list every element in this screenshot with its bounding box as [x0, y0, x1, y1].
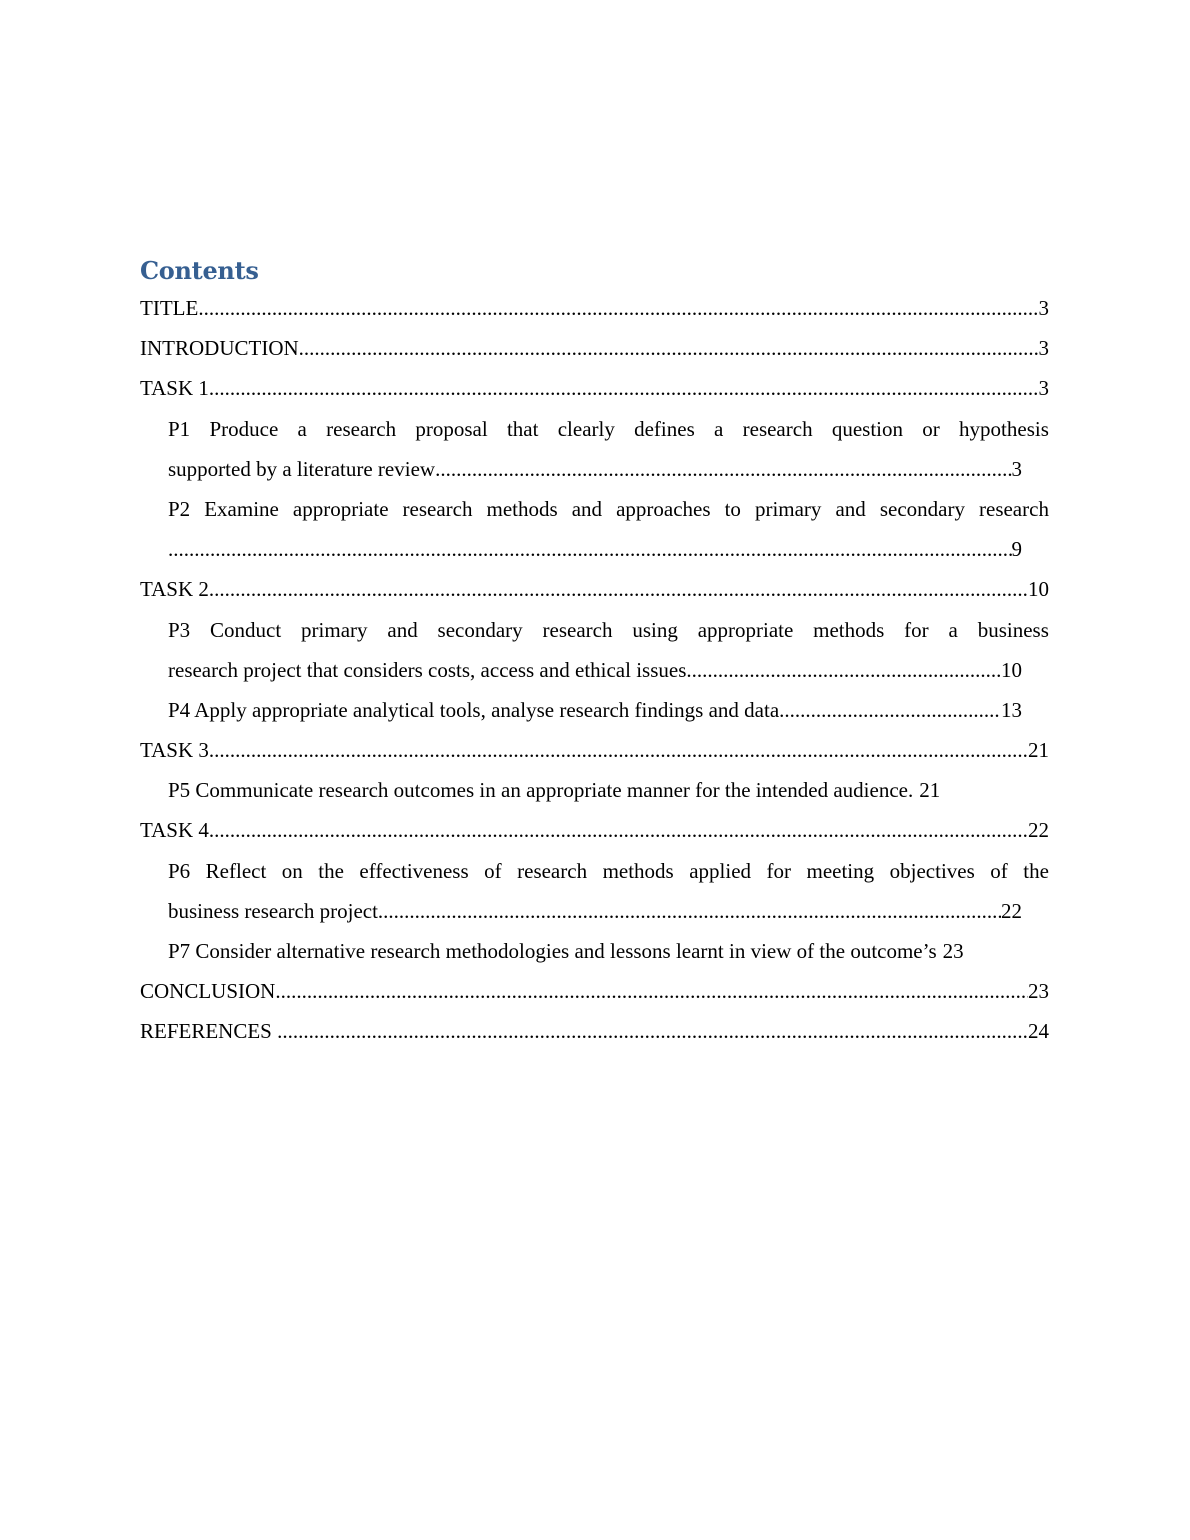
- toc-entry-p6[interactable]: [140, 851, 1049, 931]
- toc-page-number: 3: [1038, 336, 1049, 361]
- toc-entry-p4[interactable]: [140, 690, 1049, 730]
- dot-leader: [378, 891, 1001, 931]
- toc-entry-line: P3 Conduct primary and secondary research using appropriate methods for a business: [168, 617, 1049, 642]
- toc-entry-conclusion[interactable]: [140, 971, 1049, 1011]
- toc-page-number: 3: [1038, 296, 1049, 320]
- dot-leader: [299, 328, 1039, 368]
- toc-entry-line: supported by a literature review: [168, 456, 436, 481]
- toc-entry-label: TITLE: [140, 296, 199, 320]
- toc-entry-label: TASK 3: [140, 738, 209, 763]
- dot-leader: [209, 810, 1028, 850]
- toc-heading: Contents: [140, 256, 259, 285]
- dot-leader: [277, 1011, 1028, 1051]
- dot-leader: [209, 569, 1028, 609]
- toc-entry-label: TASK 4: [140, 818, 209, 843]
- toc-page-number: 21: [1028, 738, 1049, 763]
- toc-page-number: 10: [1001, 657, 1022, 682]
- toc-entry-label: P7 Consider alternative research methodologies and lessons learnt in view of the outcome’s: [168, 939, 937, 963]
- toc-page-number: 10: [1028, 577, 1049, 602]
- toc-page-number: 23: [942, 939, 964, 963]
- toc-entry-task1[interactable]: [140, 368, 1049, 408]
- toc-page-number: 22: [1028, 818, 1049, 843]
- toc-entry-task2[interactable]: [140, 569, 1049, 609]
- toc-entry-line: P1 Produce a research proposal that clearly defines a research question or hypothesis: [168, 416, 1049, 441]
- toc-entry-line: P6 Reflect on the effectiveness of research methods applied for meeting objectives of the: [168, 858, 1049, 883]
- toc-page-number: 22: [1001, 898, 1022, 923]
- toc-entry-task4[interactable]: [140, 810, 1049, 850]
- toc-page-number: 21: [919, 778, 941, 803]
- toc-page-number: 13: [1001, 697, 1022, 722]
- toc-entry-label: CONCLUSION: [140, 979, 276, 1004]
- toc-entry-label: INTRODUCTION: [140, 336, 299, 361]
- dot-leader: [168, 529, 1012, 569]
- dot-leader: [779, 690, 1001, 730]
- toc-entry-label: P4 Apply appropriate analytical tools, analyse research findings and data: [168, 697, 780, 722]
- toc-entry-label: TASK 1: [140, 376, 209, 401]
- toc-page-number: 23: [1028, 979, 1049, 1004]
- toc-page-number: 9: [1011, 537, 1022, 562]
- toc-entry-label: REFERENCES: [140, 1019, 278, 1044]
- toc-page-number: 24: [1028, 1019, 1049, 1044]
- toc-entry-line: business research project: [168, 898, 378, 923]
- toc-entry-task3[interactable]: [140, 730, 1049, 770]
- toc-entry-p7[interactable]: [140, 931, 1049, 971]
- toc-entry-p2[interactable]: [140, 489, 1049, 569]
- toc-entry-title[interactable]: [140, 288, 1049, 328]
- toc-page-number: 3: [1038, 376, 1049, 401]
- dot-leader: [209, 368, 1039, 408]
- dot-leader: [275, 971, 1028, 1011]
- toc-entry-references[interactable]: [140, 1011, 1049, 1051]
- dot-leader: [198, 288, 1038, 328]
- dot-leader: [209, 730, 1028, 770]
- toc-entry-label: P5 Communicate research outcomes in an appropriate manner for the intended audience.: [168, 778, 914, 803]
- table-of-contents: [140, 288, 1049, 1052]
- toc-entry-introduction[interactable]: [140, 328, 1049, 368]
- toc-page-number: 3: [1011, 456, 1022, 481]
- toc-entry-p3[interactable]: [140, 610, 1049, 690]
- dot-leader: [686, 650, 1001, 690]
- toc-entry-p1[interactable]: [140, 409, 1049, 489]
- dot-leader: [435, 449, 1011, 489]
- toc-entry-line: P2 Examine appropriate research methods and approaches to primary and secondary research: [168, 496, 1049, 521]
- toc-entry-line: research project that considers costs, access and ethical issues: [168, 657, 687, 682]
- toc-entry-p5[interactable]: [140, 770, 1049, 810]
- toc-entry-label: TASK 2: [140, 577, 209, 602]
